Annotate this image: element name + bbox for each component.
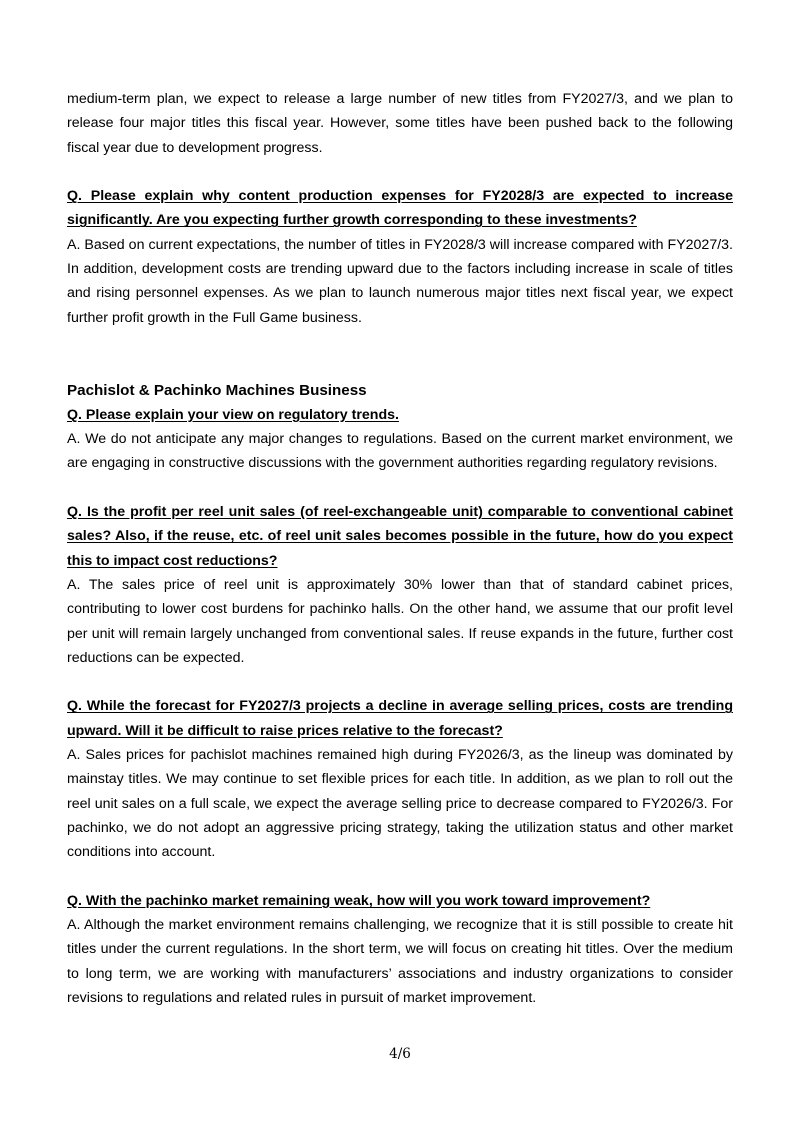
section-heading: Pachislot & Pachinko Machines Business [67,381,367,399]
qa-block [67,694,733,864]
spacer [67,476,733,500]
spacer [67,670,733,694]
qa-block [67,889,733,1010]
page-number: 4/6 [389,1046,411,1062]
qa-block [67,500,733,670]
answer-text: A. Based on current expectations, the number of titles in FY2028/3 will increase compared with FY2027/3. In addition, development costs are trending upward due to the factors including increase in scale of titles and rising personnel expenses. As we plan to launch numerous major titles next fiscal year, we expect further profit growth in the Full Game business. [67,236,733,326]
question-text: Q. Please explain why content production expenses for FY2028/3 are expected to increase significantly. Are you expecting further growth corresponding to these investments? [67,188,733,229]
answer-text: A. Although the market environment remains challenging, we recognize that it is still possible to create hit titles under the current regulations. In the short term, we will focus on creating hit titles. Over the medium to long term, we are working with manufacturers’ associations and industry organizations to consider revisions to regulations and related rules in pursuit of market improvement. [67,917,733,1006]
question-text: Q. While the forecast for FY2027/3 projects a decline in average selling prices, costs are trending upward. Will it be difficult to raise prices relative to the forecast? [67,698,733,739]
document-body [67,87,733,1010]
spacer [67,330,733,379]
question-text: Q. Is the profit per reel unit sales (of reel-exchangeable unit) comparable to conventional cabinet sales? Also, if the reuse, etc. of reel unit sales becomes possible in the future, how do you expect this to impact cost reductions? [67,504,733,569]
qa-block [67,403,733,476]
answer-text: A. Sales prices for pachislot machines remained high during FY2026/3, as the lineup was dominated by mainstay titles. We may continue to set flexible prices for each title. In addition, as we plan to roll out the reel unit sales on a full scale, we expect the average selling price to decrease compared to FY2026/3. For pachinko, we do not adopt an aggressive pricing strategy, taking the utilization status and other market conditions into account. [67,747,733,861]
spacer [67,160,733,184]
answer-text: A. We do not anticipate any major changes to regulations. Based on the current market environment, we are engaging in constructive discussions with the government authorities regarding regulatory revisions. [67,431,733,472]
question-text: Q. Please explain your view on regulatory trends. [67,406,399,423]
intro-paragraph: medium-term plan, we expect to release a large number of new titles from FY2027/3, and we plan to release four major titles this fiscal year. However, some titles have been pushed back to the following fiscal year due to development progress. [67,91,733,156]
question-text: Q. With the pachinko market remaining weak, how will you work toward improvement? [67,892,651,909]
answer-text: A. The sales price of reel unit is approximately 30% lower than that of standard cabinet prices, contributing to lower cost burdens for pachinko halls. On the other hand, we assume that our profit level per unit will remain largely unchanged from conventional sales. If reuse expands in the future, further cost reductions can be expected. [67,576,733,666]
qa-block [67,184,733,330]
spacer [67,865,733,889]
